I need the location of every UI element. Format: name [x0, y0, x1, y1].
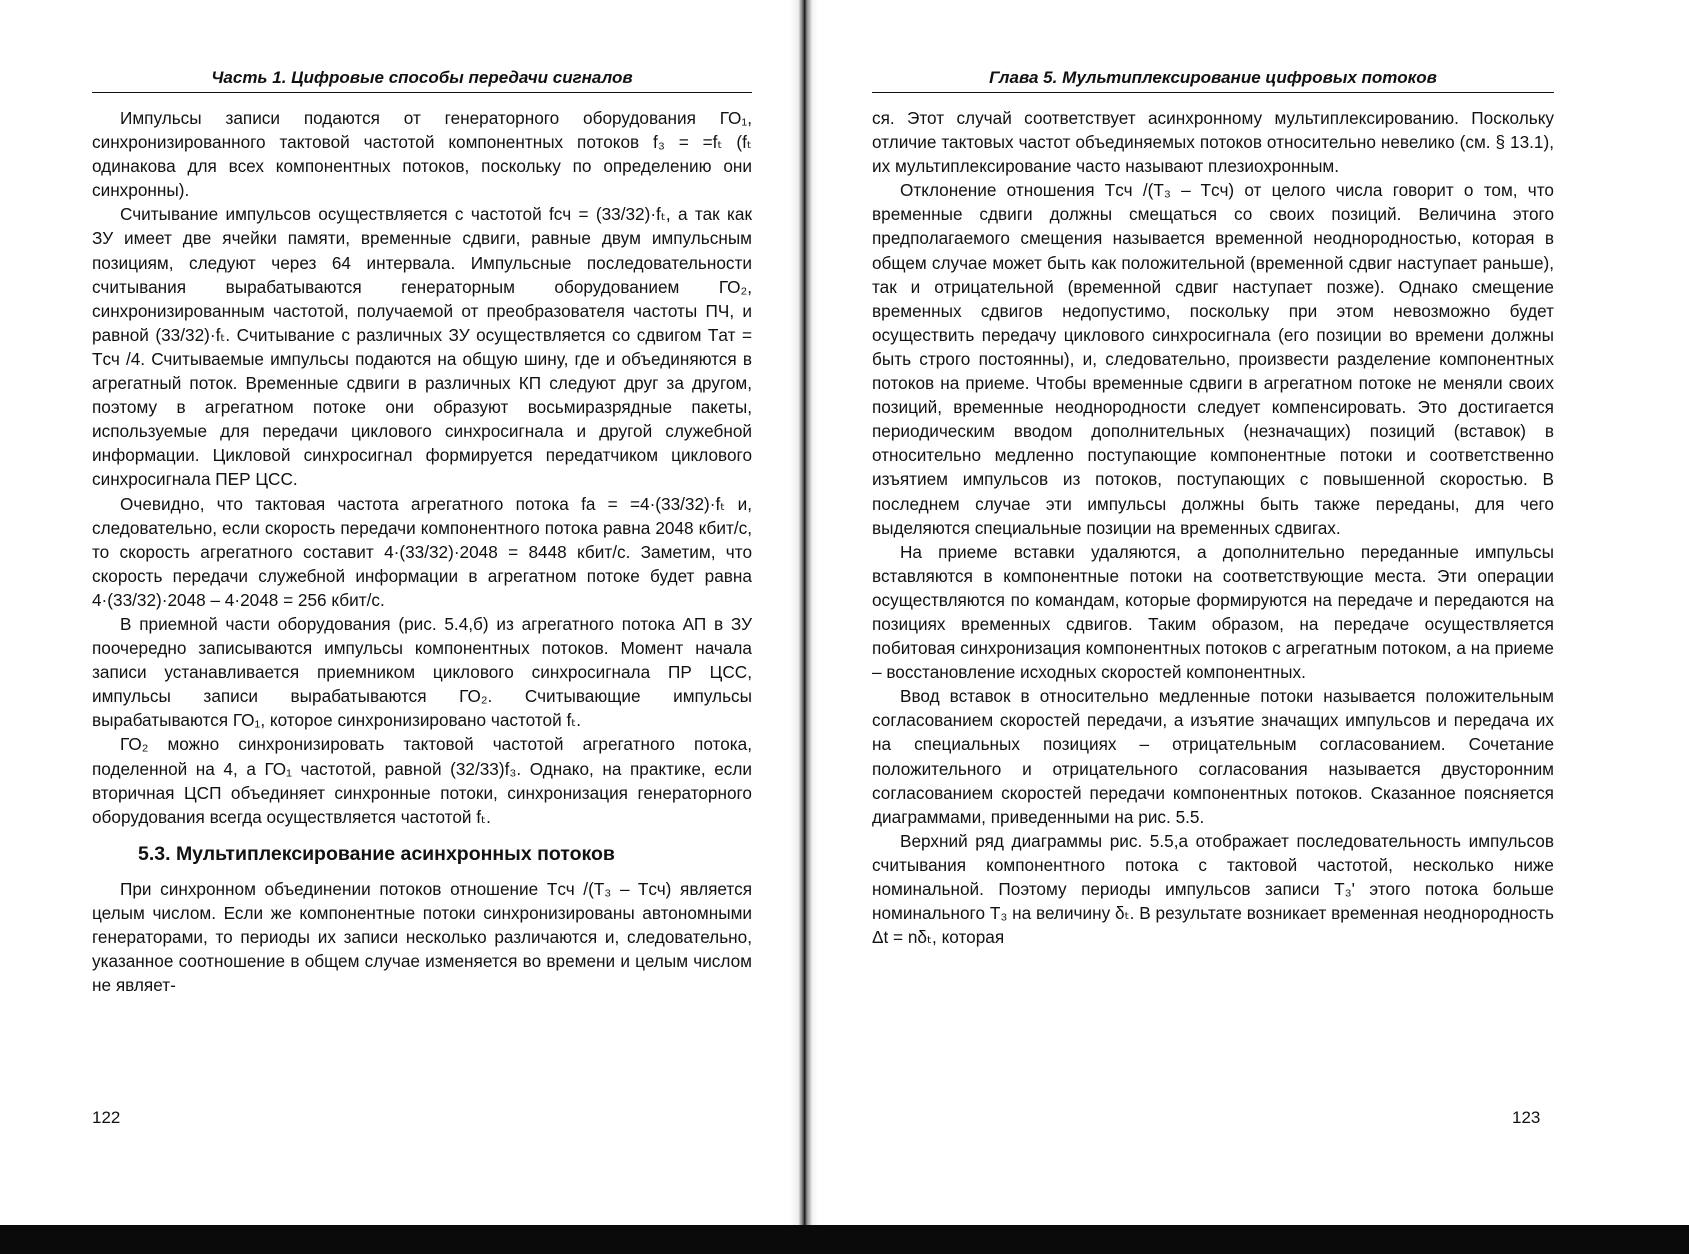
paragraph: Отклонение отношения Tсч /(T₃ – Tсч) от целого числа говорит о том, что временные сдвиги должны смещаться со своих позиций. Величина этого предполагаемого смещения называется временной неоднородностью, которая в общем случае может быть как положительной (временной сдвиг наступает раньше), так и отрицательной (временной сдвиг наступает позже). Однако смещение временных сдвигов недопустимо, поскольку при этом невозможно будет осуществить передачу циклового синхросигнала (его позиции во времени должны быть строго постоянны), и, следовательно, произвести разделение компонентных потоков на приеме. Чтобы временные сдвиги в агрегатном потоке не меняли своих позиций, временные неоднородности следует компенсировать. Это достигается периодическим вводом дополнительных (незначащих) позиций (вставок) в относительно медленно поступающие компонентные потоки и соответственно изъятием импульсов из потоков, поступающих с повышенной скоростью. В последнем случае эти импульсы должны быть также переданы, для чего выделяются специальные позиции на временных сдвигах. — [872, 180, 1554, 538]
paragraph: Импульсы записи подаются от генераторного оборудования ГО₁, синхронизированного тактовой частотой компонентных потоков f₃ = =fₜ (fₜ одинакова для всех компонентных потоков, поскольку по определению они синхронны). — [92, 108, 752, 201]
left-page-body — [92, 106, 752, 997]
paragraph-continuation: ся. Этот случай соответствует асинхронному мультиплексированию. Поскольку отличие тактовых частот объединяемых потоков относительно невелико (см. § 13.1), их мультиплексирование часто называют плезиохронным. — [872, 108, 1554, 177]
right-page — [806, 0, 1689, 1225]
paragraph: ГО₂ можно синхронизировать тактовой частотой агрегатного потока, поделенной на 4, а ГО₁ частотой, равной (32/33)f₃. Однако, на практике, если вторичная ЦСП объединяет синхронные потоки, синхронизация генераторного оборудования всегда осуществляется частотой fₜ. — [92, 734, 752, 827]
paragraph: Очевидно, что тактовая частота агрегатного потока fа = =4·(33/32)·fₜ и, следовательно, если скорость передачи компонентного потока равна 2048 кбит/с, то скорость агрегатного составит 4·(33/32)·2048 = 8448 кбит/с. Заметим, что скорость передачи служебной информации в агрегатном потоке будет равна 4·(33/32)·2048 – 4·2048 = 256 кбит/с. — [92, 493, 752, 610]
book-gutter — [790, 0, 818, 1225]
running-head-left: Часть 1. Цифровые способы передачи сигналов — [92, 64, 752, 93]
section-heading: 5.3. Мультиплексирование асинхронных потоков — [138, 842, 615, 865]
scan-border — [0, 1225, 1689, 1254]
page-number-right: 123 — [1512, 1108, 1541, 1127]
left-page — [0, 0, 800, 1225]
paragraph: Считывание импульсов осуществляется с частотой fсч = (33/32)·fₜ, а так как ЗУ имеет две ячейки памяти, временные сдвиги, равные двум импульсным позициям, следуют через 64 интервала. Импульсные последовательности считывания вырабатываются генераторным оборудованием ГО₂, синхронизированным частотой, получаемой от преобразователя частоты ПЧ, и равной (33/32)·fₜ. Считывание с различных ЗУ осуществляется со сдвигом Tат = Tсч /4. Считываемые импульсы подаются на общую шину, где и объединяются в агрегатный поток. Временные сдвиги в различных КП следуют друг за другом, поэтому в агрегатном потоке они образуют восьмиразрядные пакеты, используемые для передачи циклового синхросигнала и другой служебной информации. Цикловой синхросигнал формируется передатчиком циклового синхросигнала ПЕР ЦСС. — [92, 204, 752, 490]
paragraph: Ввод вставок в относительно медленные потоки называется положительным согласованием скоростей передачи, а изъятие значащих импульсов и передача их на специальных позициях – отрицательным согласованием. Сочетание положительного и отрицательного согласования называется двусторонним согласованием скоростей передачи компонентных потоков. Сказанное поясняется диаграммами, приведенными на рис. 5.5. — [872, 686, 1554, 827]
paragraph: При синхронном объединении потоков отношение Tсч /(T₃ – Tсч) является целым числом. Если же компонентные потоки синхронизированы автономными генераторами, то периоды их записи несколько различаются и, следовательно, указанное соотношение в общем случае изменяется во времени и целым числом не являет- — [92, 878, 752, 996]
running-head-right: Глава 5. Мультиплексирование цифровых потоков — [872, 64, 1554, 93]
right-page-body — [872, 106, 1554, 949]
paragraph: На приеме вставки удаляются, а дополнительно переданные импульсы вставляются в компонентные потоки на соответствующие места. Эти операции осуществляются по командам, которые формируются на передаче и передаются на позициях временных сдвигов. Таким образом, на передаче осуществляется побитовая синхронизация компонентных потоков с агрегатным потоком, а на приеме – восстановление исходных скоростей компонентных. — [872, 541, 1554, 683]
page-number-left: 122 — [92, 1108, 121, 1127]
paragraph: В приемной части оборудования (рис. 5.4,б) из агрегатного потока АП в ЗУ поочередно записываются импульсы компонентных потоков. Момент начала записи устанавливается приемником циклового синхросигнала ПР ЦСС, импульсы записи вырабатываются ГО₂. Считывающие импульсы вырабатываются ГО₁, которое синхронизировано частотой fₜ. — [92, 613, 752, 731]
paragraph: Верхний ряд диаграммы рис. 5.5,а отображает последовательность импульсов считывания компонентного потока с тактовой частотой, несколько ниже номинальной. Поэтому периоды импульсов записи T₃' этого потока больше номинального T₃ на величину δₜ. В результате возникает временная неоднородность Δt = nδₜ, которая — [872, 830, 1554, 948]
